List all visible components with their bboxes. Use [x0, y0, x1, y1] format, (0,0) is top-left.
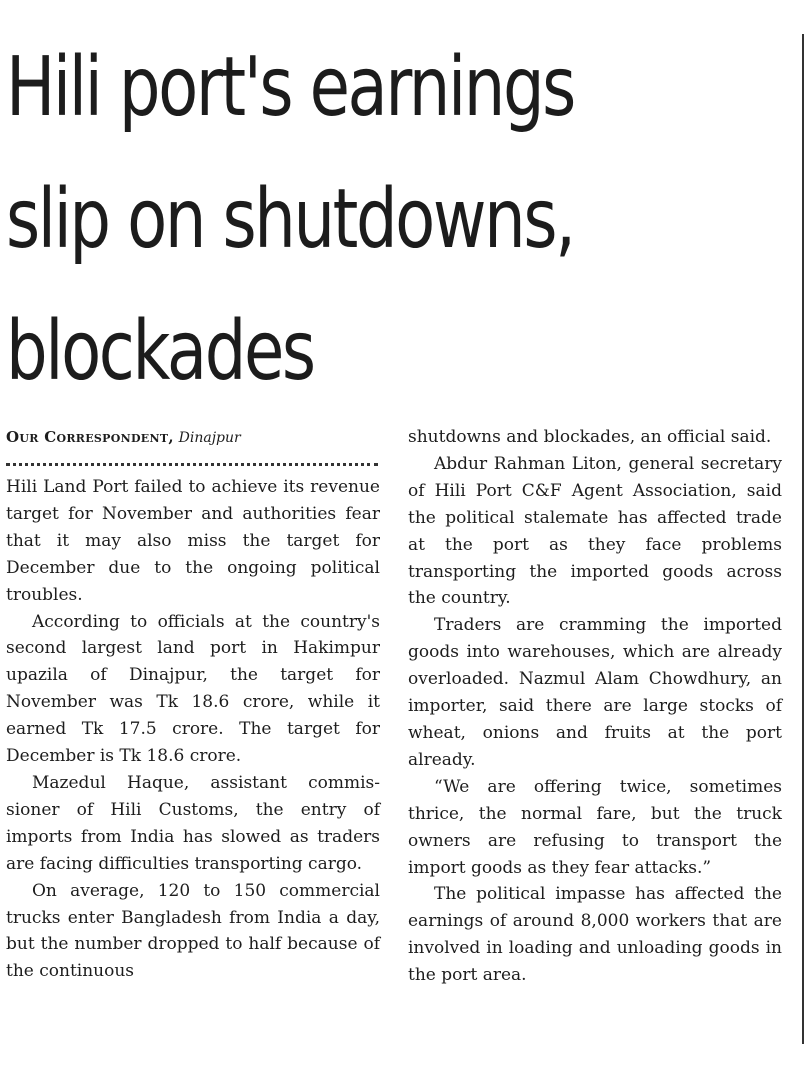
headline-line-3: blockades — [6, 304, 314, 399]
paragraph: On average, 120 to 150 commercial trucks enter Bangladesh from India a day, but the number dropped to half because of the continuous — [6, 880, 380, 982]
headline-line-1: Hili port's earnings — [6, 40, 574, 135]
article-column-left — [6, 424, 380, 985]
byline-name: Our Correspondent, — [6, 428, 174, 446]
headline-line-2: slip on shutdowns, — [6, 172, 574, 267]
paragraph: “We are offering twice, sometimes thrice, the normal fare, but the truck owners are refusing to transport the import goods as they fear attacks.” — [408, 776, 782, 878]
paragraph: Mazedul Haque, assistant commissioner of Hili Customs, the entry of imports from India has slowed as traders are facing difficulties transporting cargo. — [6, 772, 380, 874]
column-rule — [802, 34, 804, 1044]
article-column-right — [408, 424, 782, 989]
byline-dotted-rule — [6, 451, 378, 466]
paragraph: Abdur Rahman Liton, general secretary of Hili Port C&F Agent Association, said the political stalemate has affected trade at the port as they face problems transporting the imported goods across the country. — [408, 453, 782, 609]
paragraph: Hili Land Port failed to achieve its revenue target for November and authorities fear that it may also miss the target for December due to the ongoing political troubles. — [6, 477, 380, 605]
paragraph: According to officials at the country's second largest land port in Hakimpur upazila of Dinajpur, the target for November was Tk 18.6 crore, while it earned Tk 17.5 crore. The target for December is Tk 18.6 crore. — [6, 611, 380, 767]
byline — [6, 424, 380, 451]
byline-place: Dinajpur — [178, 430, 241, 446]
headline — [6, 22, 638, 418]
paragraph: The political impasse has affected the earnings of around 8,000 workers that are involved in loading and unloading goods in the port area. — [408, 884, 782, 986]
paragraph: Traders are cramming the imported goods into warehouses, which are already overloaded. Nazmul Alam Chowdhury, an importer, said there are large stocks of wheat, onions and fruits at the port already. — [408, 615, 782, 770]
paragraph: shutdowns and blockades, an official said. — [408, 427, 772, 447]
